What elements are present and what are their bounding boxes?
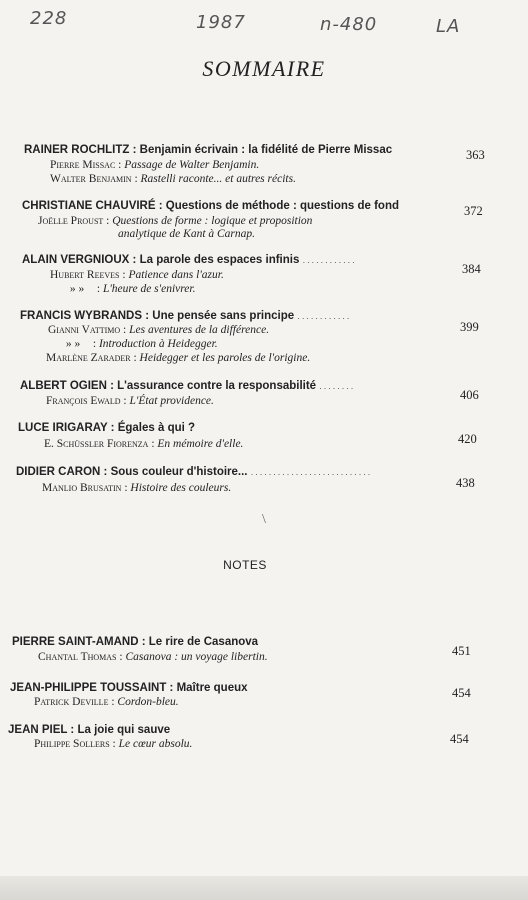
review-author: Patrick Deville — [34, 696, 109, 708]
entry-heading: DIDIER CARON : Sous couleur d'histoire... ........................... — [16, 466, 373, 478]
review-work: Le cœur absolu. — [118, 738, 193, 750]
review-work: Rastelli raconte... et autres récits. — [140, 173, 296, 185]
page-bottom-edge — [0, 876, 528, 900]
review-line: Marlène Zarader : Heidegger et les paroles de l'origine. — [46, 352, 311, 364]
review-work: Questions de forme : logique et proposition — [112, 215, 313, 227]
entry-page-number: 406 — [460, 388, 479, 402]
handwritten-issue: n-480 — [320, 14, 378, 35]
leader-dots: ........................... — [250, 467, 373, 477]
review-line: Walter Benjamin : Rastelli raconte... et autres récits. — [50, 173, 296, 185]
review-author: Hubert Reeves — [50, 269, 120, 281]
review-work: Les aventures de la différence. — [129, 324, 270, 336]
review-author: Chantal Thomas — [38, 651, 117, 663]
entry-author: LUCE IRIGARAY — [18, 422, 108, 434]
review-line: Gianni Vattimo : Les aventures de la différence. — [48, 324, 270, 336]
entry-page-number: 454 — [450, 732, 469, 746]
entry-title: Sous couleur d'histoire... — [110, 466, 248, 478]
ditto-marks: » » — [65, 338, 81, 350]
review-line — [118, 228, 255, 240]
entry-author: PIERRE SAINT-AMAND — [12, 636, 139, 648]
review-work: L'État providence. — [129, 395, 214, 407]
entry-title: La joie qui sauve — [77, 724, 171, 736]
entry-page-number: 420 — [458, 432, 477, 446]
review-work: Heidegger et les paroles de l'origine. — [139, 352, 311, 364]
entry-heading: PIERRE SAINT-AMAND : Le rire de Casanova — [12, 636, 259, 648]
entry-title: Égales à qui ? — [117, 422, 196, 434]
entry-author: DIDIER CARON — [16, 466, 101, 478]
review-work: Casanova : un voyage libertin. — [125, 651, 268, 663]
entry-page-number: 372 — [464, 204, 483, 218]
review-line: Patrick Deville : Cordon-bleu. — [34, 696, 179, 708]
review-author: Gianni Vattimo — [48, 324, 121, 336]
entry-heading: ALAIN VERGNIOUX : La parole des espaces infinis ............ — [22, 254, 357, 266]
entry-heading: ALBERT OGIEN : L'assurance contre la responsabilité ........ — [20, 380, 356, 392]
review-work: Histoire des couleurs. — [130, 482, 232, 494]
review-author: Walter Benjamin — [50, 173, 132, 185]
entry-heading: LUCE IRIGARAY : Égales à qui ? — [18, 422, 196, 434]
ditto-marks: » » — [69, 283, 85, 295]
review-line: Joëlle Proust : Questions de forme : logique et proposition — [38, 215, 313, 227]
handwritten-initials: LA — [436, 16, 461, 37]
review-work: Introduction à Heidegger. — [98, 338, 218, 350]
entry-title: La parole des espaces infinis — [139, 254, 300, 266]
leader-dots: ............ — [297, 311, 352, 321]
entry-heading: CHRISTIANE CHAUVIRÉ : Questions de méthode : questions de fond — [22, 200, 399, 212]
review-author: E. Schüssler Fiorenza — [44, 438, 149, 450]
review-author: Manlio Brusatin — [42, 482, 122, 494]
review-work: Cordon-bleu. — [117, 696, 179, 708]
entry-page-number: 454 — [452, 686, 471, 700]
review-line: Pierre Missac : Passage de Walter Benjamin. — [50, 159, 260, 171]
entry-author: JEAN-PHILIPPE TOUSSAINT — [10, 682, 167, 694]
page-title: SOMMAIRE — [202, 56, 326, 81]
entry-title: Maître queux — [176, 682, 248, 694]
review-line: » » : L'heure de s'enivrer. — [60, 283, 196, 295]
entry-heading: JEAN PIEL : La joie qui sauve — [8, 724, 171, 736]
leader-dots: ............ — [302, 255, 357, 265]
entry-page-number: 451 — [452, 644, 471, 658]
entry-title: Une pensée sans principe — [152, 310, 295, 322]
review-work: En mémoire d'elle. — [157, 438, 244, 450]
review-author: Philippe Sollers — [34, 738, 110, 750]
entry-author: CHRISTIANE CHAUVIRÉ — [22, 200, 156, 212]
entry-title: L'assurance contre la responsabilité — [117, 380, 317, 392]
review-work: Patience dans l'azur. — [128, 269, 224, 281]
handwritten-number: 228 — [30, 8, 68, 29]
review-author: Marlène Zarader — [46, 352, 131, 364]
review-line: Manlio Brusatin : Histoire des couleurs. — [42, 482, 232, 494]
review-work: Passage de Walter Benjamin. — [124, 159, 260, 171]
notes-heading: NOTES — [223, 558, 267, 572]
handwritten-year: 1987 — [196, 12, 246, 33]
review-author: Pierre Missac — [50, 159, 116, 171]
entry-author: FRANCIS WYBRANDS — [20, 310, 143, 322]
review-work: L'heure de s'enivrer. — [102, 283, 196, 295]
leader-dots: ........ — [319, 381, 356, 391]
entry-page-number: 399 — [460, 320, 479, 334]
entry-author: JEAN PIEL — [8, 724, 68, 736]
stray-mark: \ — [262, 512, 266, 527]
entry-page-number: 363 — [466, 148, 485, 162]
entry-title: Questions de méthode : questions de fond — [165, 200, 399, 212]
entry-page-number: 438 — [456, 476, 475, 490]
entry-author: ALBERT OGIEN — [20, 380, 107, 392]
review-author: Joëlle Proust — [38, 215, 104, 227]
review-work: analytique de Kant à Carnap. — [118, 228, 256, 240]
entry-author: ALAIN VERGNIOUX — [22, 254, 130, 266]
entry-author: RAINER ROCHLITZ — [24, 144, 130, 156]
review-line: François Ewald : L'État providence. — [46, 395, 214, 407]
review-author: François Ewald — [46, 395, 121, 407]
review-line: Philippe Sollers : Le cœur absolu. — [34, 738, 193, 750]
review-line: Hubert Reeves : Patience dans l'azur. — [50, 269, 224, 281]
entry-title: Le rire de Casanova — [148, 636, 259, 648]
entry-page-number: 384 — [462, 262, 481, 276]
review-line: Chantal Thomas : Casanova : un voyage libertin. — [38, 651, 268, 663]
entry-heading: JEAN-PHILIPPE TOUSSAINT : Maître queux — [10, 682, 248, 694]
review-line: E. Schüssler Fiorenza : En mémoire d'elle. — [44, 438, 244, 450]
entry-title: Benjamin écrivain : la fidélité de Pierre Missac — [139, 144, 393, 156]
review-line: » » : Introduction à Heidegger. — [56, 338, 218, 350]
entry-heading: RAINER ROCHLITZ : Benjamin écrivain : la fidélité de Pierre Missac — [24, 144, 393, 156]
entry-heading: FRANCIS WYBRANDS : Une pensée sans principe ............ — [20, 310, 352, 322]
